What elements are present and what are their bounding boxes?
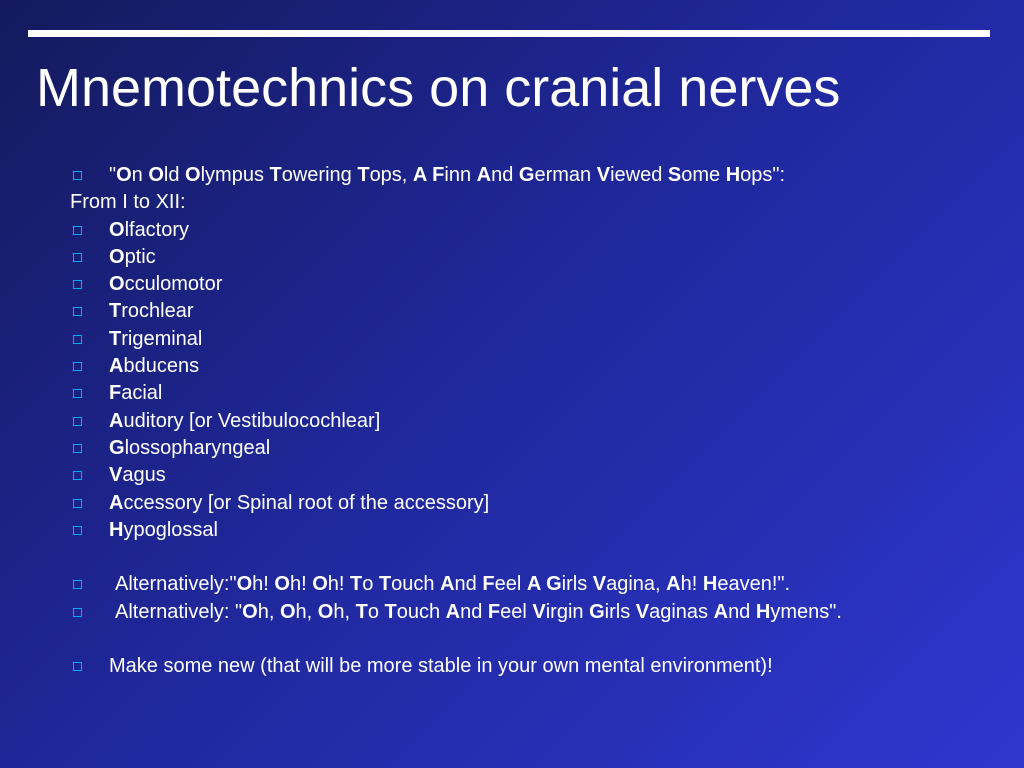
mnemonic-initial: G xyxy=(589,600,605,623)
item-text: nd xyxy=(728,600,756,623)
item-text: ome xyxy=(681,164,726,186)
item-text: ymens". xyxy=(770,600,842,623)
mnemonic-initial: A xyxy=(440,573,455,596)
square-bullet-icon xyxy=(73,444,82,453)
item-text: Alternatively:" xyxy=(115,573,237,596)
mnemonic-initial: H xyxy=(755,600,771,623)
mnemonic-initial: S xyxy=(667,164,682,186)
square-bullet-icon xyxy=(73,280,82,289)
item-text: ccessory [or Spinal root of the accessory] xyxy=(123,491,490,514)
item-text: ops": xyxy=(740,164,786,186)
mnemonic-initial: F xyxy=(482,573,495,596)
mnemonic-initial: H xyxy=(702,573,718,596)
mnemonic-initial: O xyxy=(109,218,125,241)
list-item xyxy=(70,517,1000,544)
item-text: " xyxy=(109,164,117,186)
item-text: irls xyxy=(561,573,593,596)
bullet-list xyxy=(70,162,1000,681)
list-item xyxy=(70,162,1000,189)
item-text: irgin xyxy=(545,600,590,623)
mnemonic-initial: O xyxy=(317,600,334,623)
list-item xyxy=(70,435,1000,462)
item-text: h! xyxy=(289,573,313,596)
mnemonic-initial: T xyxy=(269,164,282,186)
item-text: ypoglossal xyxy=(123,518,218,541)
mnemonic-initial: T xyxy=(384,600,397,623)
list-spacer xyxy=(70,544,1000,571)
item-text: nd xyxy=(491,164,519,186)
item-text: o xyxy=(362,573,379,596)
mnemonic-initial: V xyxy=(635,600,650,623)
list-item xyxy=(70,462,1000,489)
mnemonic-initial: A xyxy=(476,164,492,186)
mnemonic-initial: T xyxy=(109,327,122,350)
slide-title: Mnemotechnics on cranial nerves xyxy=(36,58,841,118)
item-text: aginas xyxy=(649,600,714,623)
item-text: n xyxy=(131,164,149,186)
item-text: ouch xyxy=(391,573,441,596)
mnemonic-initial: V xyxy=(592,573,607,596)
item-text: eel xyxy=(494,573,527,596)
mnemonic-initial: F xyxy=(487,600,501,623)
item-text: erman xyxy=(534,164,597,186)
item-text: eaven!". xyxy=(717,573,791,596)
item-text: ld xyxy=(163,164,186,186)
item-text: Alternatively: " xyxy=(115,600,243,623)
mnemonic-initial: O xyxy=(312,573,328,596)
list-item xyxy=(70,298,1000,325)
square-bullet-icon xyxy=(73,362,82,371)
mnemonic-initial: A xyxy=(713,600,729,623)
item-text: iewed xyxy=(610,164,668,186)
item-text: lfactory xyxy=(124,218,190,241)
item-text: rigeminal xyxy=(121,327,203,350)
list-item xyxy=(70,599,1000,626)
mnemonic-initial: O xyxy=(109,273,125,296)
list-item xyxy=(70,653,1000,680)
mnemonic-initial: A xyxy=(445,600,461,623)
square-bullet-icon xyxy=(73,307,82,316)
item-text: h! xyxy=(680,573,703,596)
list-item xyxy=(70,571,1000,598)
square-bullet-icon xyxy=(73,171,82,180)
list-item xyxy=(70,244,1000,271)
mnemonic-initial: V xyxy=(532,600,546,623)
list-item xyxy=(70,408,1000,435)
mnemonic-initial: T xyxy=(350,573,363,596)
list-item xyxy=(70,380,1000,407)
item-text: nd xyxy=(460,600,488,623)
list-item xyxy=(70,353,1000,380)
item-text: h! xyxy=(252,573,275,596)
list-item xyxy=(70,326,1000,353)
mnemonic-initial: T xyxy=(109,300,122,323)
item-text: bducens xyxy=(123,355,200,378)
item-text: h! xyxy=(327,573,351,596)
mnemonic-initial: H xyxy=(725,164,741,186)
mnemonic-initial: O xyxy=(279,600,296,623)
square-bullet-icon xyxy=(73,226,82,235)
item-text: ptic xyxy=(124,245,156,268)
item-text: Make some new (that will be more stable in your own mental environment)! xyxy=(109,655,773,678)
mnemonic-initial: O xyxy=(185,164,201,186)
item-text: nd xyxy=(454,573,483,596)
mnemonic-initial: O xyxy=(274,573,290,596)
mnemonic-initial: G xyxy=(109,436,125,459)
square-bullet-icon xyxy=(73,471,82,480)
item-text: ops, xyxy=(369,164,413,186)
item-text: lossopharyngeal xyxy=(124,436,271,459)
mnemonic-initial: G xyxy=(518,164,535,186)
item-text: uditory [or Vestibulocochlear] xyxy=(123,409,381,432)
square-bullet-icon xyxy=(73,389,82,398)
item-text: ouch xyxy=(396,600,446,623)
mnemonic-initial: A F xyxy=(412,164,445,186)
square-bullet-icon xyxy=(73,417,82,426)
mnemonic-initial: O xyxy=(236,573,253,596)
item-text: acial xyxy=(121,382,163,405)
square-bullet-icon xyxy=(73,335,82,344)
item-text: h, xyxy=(257,600,280,623)
mnemonic-initial: A xyxy=(109,409,124,432)
item-text: cculomotor xyxy=(124,273,223,296)
mnemonic-initial: T xyxy=(357,164,370,186)
list-text-line xyxy=(70,189,1000,216)
square-bullet-icon xyxy=(73,662,82,671)
mnemonic-initial: O xyxy=(116,164,132,186)
mnemonic-initial: T xyxy=(378,573,392,596)
mnemonic-initial: T xyxy=(355,600,368,623)
mnemonic-initial: O xyxy=(148,164,164,186)
item-text: rochlear xyxy=(121,300,194,323)
title-rule xyxy=(28,30,990,37)
mnemonic-initial: A xyxy=(666,573,681,596)
item-text: h, xyxy=(333,600,356,623)
list-item xyxy=(70,490,1000,517)
item-text: o xyxy=(367,600,385,623)
list-item xyxy=(70,217,1000,244)
mnemonic-initial: H xyxy=(109,518,124,541)
square-bullet-icon xyxy=(73,608,82,617)
mnemonic-initial: F xyxy=(109,382,122,405)
square-bullet-icon xyxy=(73,253,82,262)
square-bullet-icon xyxy=(73,499,82,508)
mnemonic-initial: V xyxy=(109,464,123,487)
square-bullet-icon xyxy=(73,526,82,535)
item-text: owering xyxy=(281,164,358,186)
square-bullet-icon xyxy=(73,580,82,589)
item-text: From I to XII: xyxy=(70,191,186,214)
item-text: irls xyxy=(604,600,636,623)
mnemonic-initial: A xyxy=(109,491,124,514)
item-text: lympus xyxy=(200,164,270,186)
mnemonic-initial: O xyxy=(242,600,258,623)
mnemonic-initial: V xyxy=(596,164,611,186)
item-text: agus xyxy=(122,464,166,487)
mnemonic-initial: A G xyxy=(526,573,562,596)
item-text: agina, xyxy=(606,573,667,596)
item-text: h, xyxy=(295,600,318,623)
list-spacer xyxy=(70,626,1000,653)
mnemonic-initial: A xyxy=(109,355,124,378)
item-text: eel xyxy=(500,600,533,623)
mnemonic-initial: O xyxy=(109,245,125,268)
item-text: inn xyxy=(444,164,477,186)
list-item xyxy=(70,271,1000,298)
